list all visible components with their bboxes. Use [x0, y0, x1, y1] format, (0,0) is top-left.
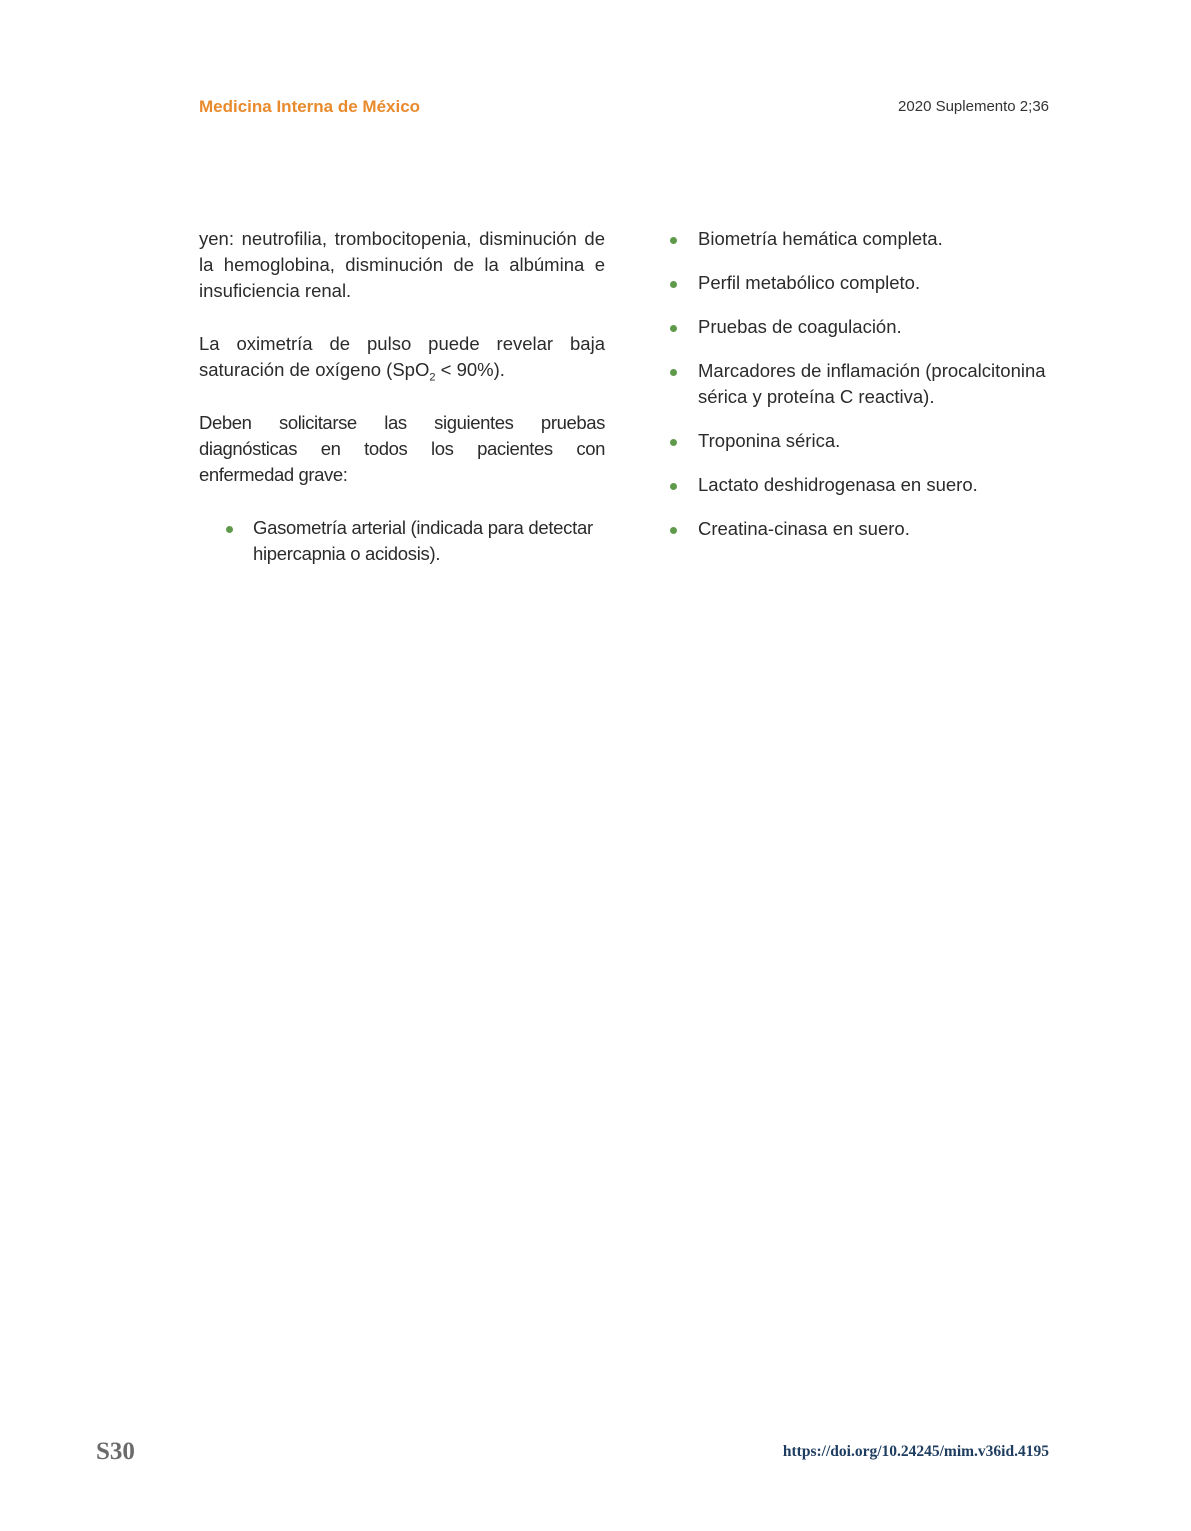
list-item	[668, 428, 1050, 454]
list-item-text: Creatina-cinasa en suero.	[698, 518, 910, 539]
journal-name: Medicina Interna de México	[199, 97, 421, 116]
right-bullet-list	[668, 226, 1050, 542]
list-item-text: Marcadores de inflamación (procalcitonina sérica y proteína C reactiva).	[698, 360, 1046, 407]
list-item-text: Perfil metabólico completo.	[698, 272, 921, 293]
left-column	[199, 226, 605, 585]
paragraph-lab-findings: yen: neutrofilia, trombocitopenia, disminución de la hemoglobina, disminución de la albúmina e insuficiencia renal.	[199, 228, 605, 301]
bullet-dot-icon	[670, 281, 677, 288]
list-item-text: Lactato deshidrogenasa en suero.	[698, 474, 978, 495]
list-item	[668, 358, 1050, 410]
paragraph-pulse-oximetry	[199, 331, 605, 383]
bullet-dot-icon	[226, 526, 233, 533]
paragraph-diagnostic-tests: Deben solicitarse las siguientes pruebas diagnósticas en todos los pacientes con enfermedad grave:	[199, 412, 605, 485]
list-item	[668, 472, 1050, 498]
bullet-dot-icon	[670, 527, 677, 534]
list-item	[668, 270, 1050, 296]
bullet-dot-icon	[670, 237, 677, 244]
list-item	[668, 314, 1050, 340]
list-item-text: Biometría hemática completa.	[698, 228, 943, 249]
issue-info: 2020 Suplemento 2;36	[898, 98, 1049, 115]
page-number: S30	[96, 1438, 135, 1465]
bullet-dot-icon	[670, 325, 677, 332]
bullet-dot-icon	[670, 439, 677, 446]
left-bullet-list	[224, 515, 605, 567]
list-item	[224, 515, 605, 567]
bullet-dot-icon	[670, 483, 677, 490]
subscript-2: 2	[429, 371, 436, 384]
list-item	[668, 516, 1050, 542]
doi-link[interactable]: https://doi.org/10.24245/mim.v36id.4195	[782, 1443, 1049, 1460]
pulse-oximetry-text: La oximetría de pulso puede revelar baja saturación de oxígeno (SpO	[199, 333, 605, 380]
list-item-text: Pruebas de coagulación.	[698, 316, 902, 337]
list-item	[668, 226, 1050, 252]
right-column	[668, 226, 1050, 560]
list-item-text: Gasometría arterial (indicada para detectar hipercapnia o acidosis).	[253, 517, 593, 564]
list-item-text: Troponina sérica.	[698, 430, 841, 451]
pulse-oximetry-threshold: < 90%).	[435, 359, 505, 380]
bullet-dot-icon	[670, 369, 677, 376]
